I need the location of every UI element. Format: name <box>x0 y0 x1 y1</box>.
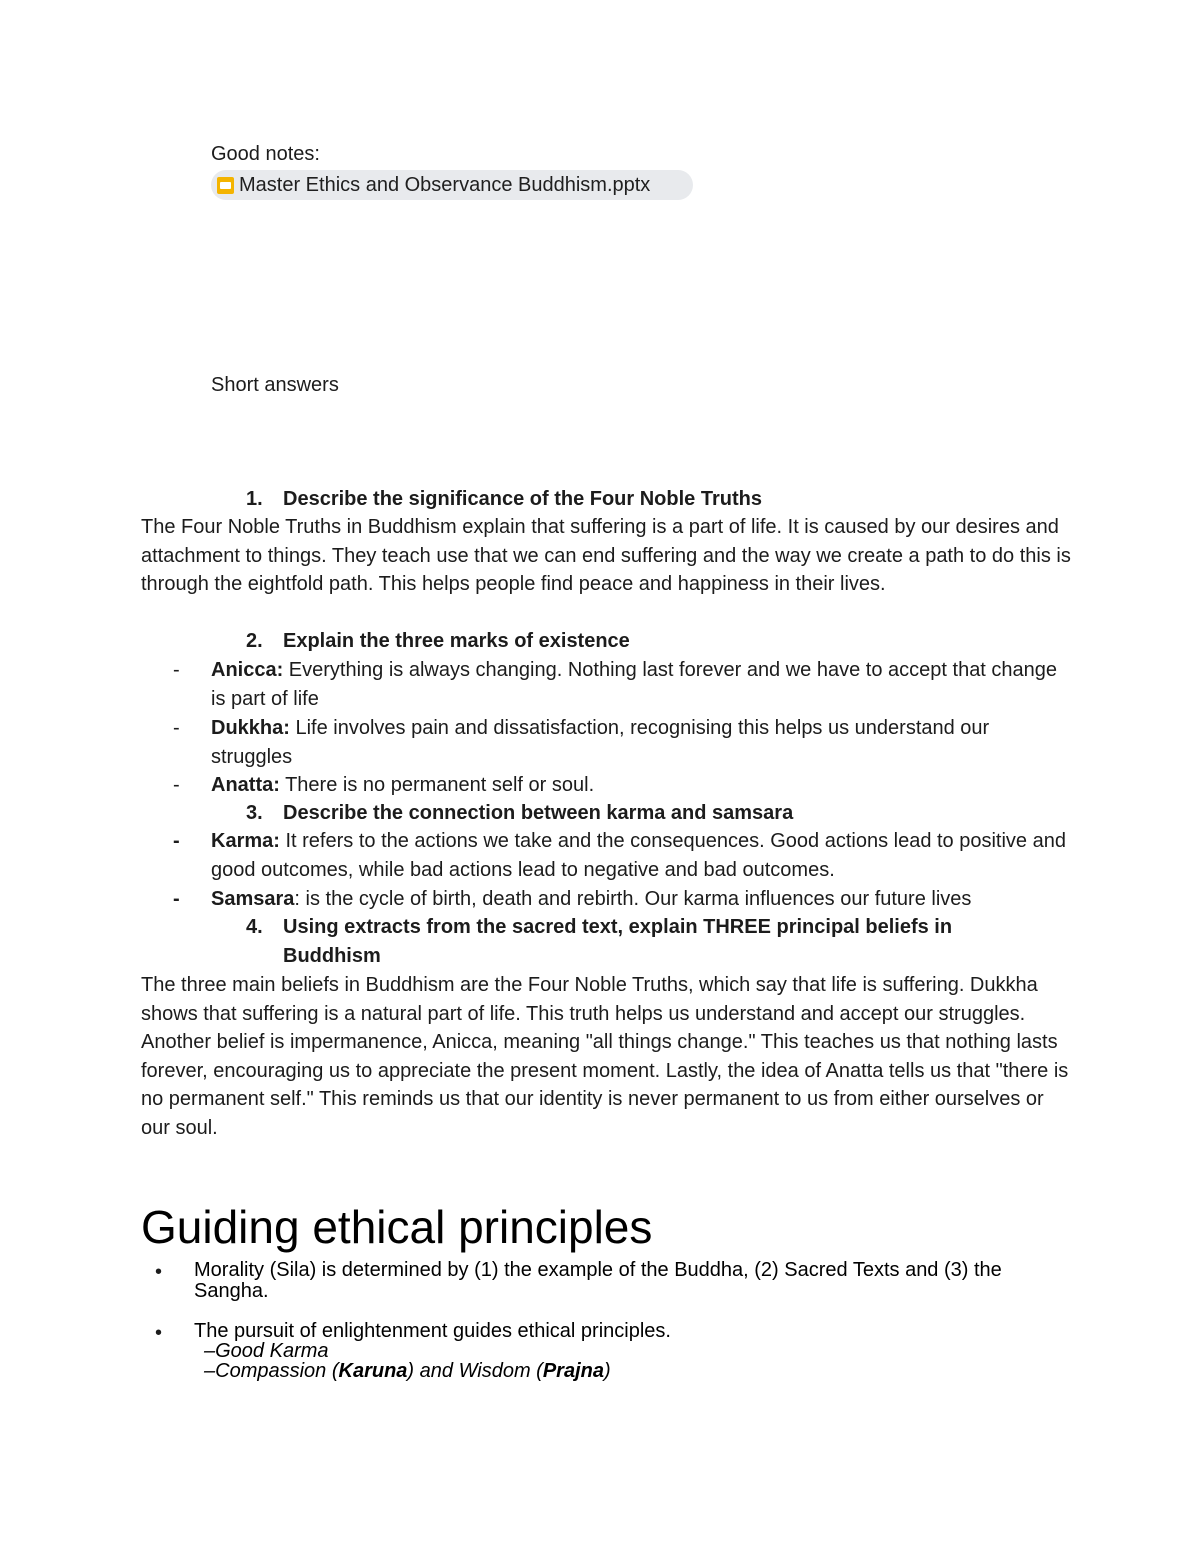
question-title: Describe the connection between karma and samsara <box>283 802 794 824</box>
question-title: Describe the significance of the Four Noble Truths <box>283 488 762 510</box>
bullet-item-enlightenment: The pursuit of enlightenment guides ethical principles. <box>194 1320 671 1342</box>
attachment-filename[interactable]: Master Ethics and Observance Buddhism.pptx <box>239 173 651 196</box>
list-dash: - <box>173 659 180 681</box>
list-item-anatta <box>211 771 1071 800</box>
sub-text: ) and Wisdom ( <box>407 1360 543 1382</box>
attachment-chip[interactable] <box>211 170 693 200</box>
list-dash: - <box>173 774 180 796</box>
answer-4: The three main beliefs in Buddhism are the Four Noble Truths, which say that life is suffering. Dukkha shows that suffering is a natural part of life. This truth helps us understand and accept our struggles. Another belief is impermanence, Anicca, meaning "all things change." This teaches us that nothing lasts forever, encouraging us to appreciate the present moment. Lastly, the idea of Anatta tells us that "there is no permanent self." This reminds us that our identity is never permanent to us from either ourselves or our soul. <box>141 974 1069 1139</box>
term-prajna: Prajna <box>542 1360 604 1382</box>
question-number: 3. <box>246 802 263 824</box>
term: Karma: <box>211 830 280 852</box>
list-dash: - <box>173 717 180 739</box>
sub-item-good-karma: –Good Karma <box>204 1340 329 1362</box>
bullet-dot: • <box>155 1322 163 1344</box>
term-karuna: Karuna <box>338 1360 408 1382</box>
term: Anatta: <box>211 774 280 796</box>
sub-text: ) <box>604 1360 611 1382</box>
term: Dukkha: <box>211 717 290 739</box>
list-item-dukkha <box>211 714 1071 772</box>
question-number: 4. <box>246 916 263 938</box>
question-title-line2: Buddhism <box>283 945 381 967</box>
sub-item-compassion-wisdom <box>204 1361 611 1381</box>
sub-text: –Compassion ( <box>204 1360 339 1382</box>
list-item-samsara <box>211 885 1071 914</box>
question-title: Explain the three marks of existence <box>283 630 630 652</box>
answer-1: The Four Noble Truths in Buddhism explain that suffering is a part of life. It is caused by our desires and attachment to things. They teach use that we can end suffering and the way we create a path to do this is through the eightfold path. This helps people find peace and happiness in their lives. <box>141 516 1071 595</box>
term: Samsara <box>211 888 295 910</box>
list-item-anicca <box>211 656 1071 714</box>
term-text: It refers to the actions we take and the consequences. Good actions lead to positive and good outcomes, while bad actions lead to negative and bad outcomes. <box>211 830 1066 881</box>
list-item-karma <box>211 827 1071 885</box>
term-text: Everything is always changing. Nothing last forever and we have to accept that change is part of life <box>211 659 1058 710</box>
question-title-line1: Using extracts from the sacred text, explain THREE principal beliefs in <box>283 916 953 938</box>
section-heading: Guiding ethical principles <box>141 1201 653 1253</box>
term-text: : is the cycle of birth, death and rebirth. Our karma influences our future lives <box>294 888 972 910</box>
term-text: There is no permanent self or soul. <box>279 774 595 796</box>
term: Anicca: <box>211 659 284 681</box>
list-dash: - <box>173 830 180 852</box>
good-notes-label: Good notes: <box>211 143 320 165</box>
term-text: Life involves pain and dissatisfaction, recognising this helps us understand our struggles <box>211 717 990 768</box>
list-dash: - <box>173 888 180 910</box>
short-answers-label: Short answers <box>211 374 339 396</box>
slides-icon <box>217 177 234 194</box>
question-number: 1. <box>246 488 263 510</box>
question-number: 2. <box>246 630 263 652</box>
bullet-dot: • <box>155 1261 163 1283</box>
bullet-item-morality: Morality (Sila) is determined by (1) the example of the Buddha, (2) Sacred Texts and (3) the Sangha. <box>194 1259 1002 1302</box>
